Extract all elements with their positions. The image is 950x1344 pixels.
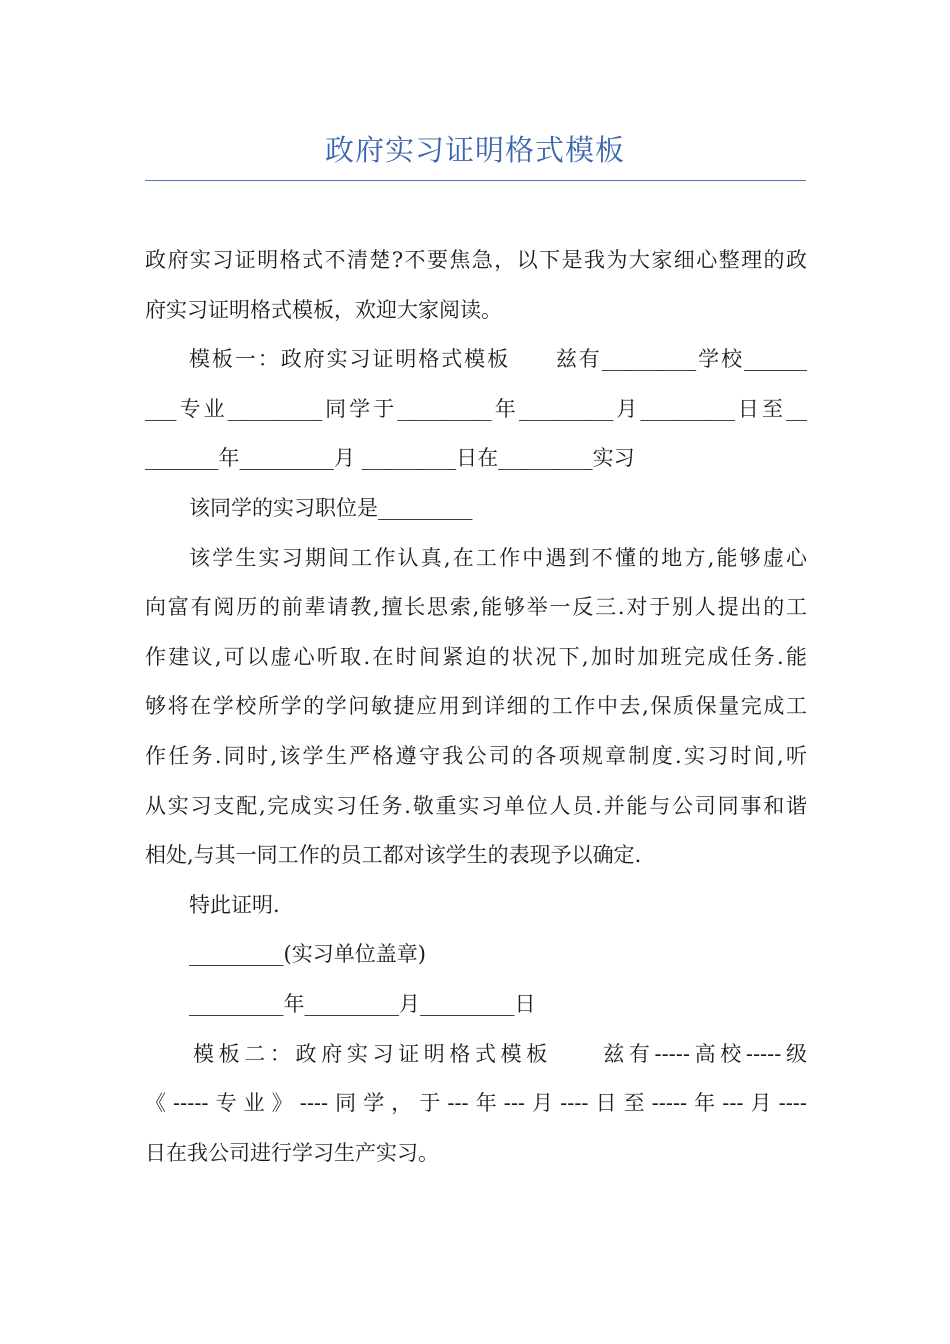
evaluation-line-2: 向富有阅历的前辈请教,擅长思索,能够举一反三.对于别人提出的工	[145, 595, 807, 620]
evaluation-line-4: 够将在学校所学的学问敏捷应用到详细的工作中去,保质保量完成工	[145, 694, 807, 719]
certification-line: 特此证明.	[189, 892, 280, 917]
document-title: 政府实习证明格式模板	[324, 133, 625, 167]
evaluation-line-5: 作任务.同时,该学生严格遵守我公司的各项规章制度.实习时间,听	[145, 743, 807, 768]
template-two-line-2: 《-----专业》----同学，于---年---月----日至-----年---月----	[145, 1091, 807, 1116]
template-one-line-1: 模板一：政府实习证明格式模板 兹有_________学校______	[189, 347, 807, 372]
intro-line-2: 府实习证明格式模板，欢迎大家阅读。	[145, 297, 502, 322]
template-two-line-1: 模板二：政府实习证明格式模板 兹有-----高校-----级	[193, 1041, 807, 1066]
evaluation-line-6: 从实习支配,完成实习任务.敬重实习单位人员.并能与公司同事和谐	[145, 793, 807, 818]
template-one-line-3: _______年_________月 _________日在_________实习	[145, 446, 635, 471]
document-body	[145, 236, 807, 1178]
date-line: _________年_________月_________日	[189, 991, 536, 1016]
position-line: 该同学的实习职位是_________	[189, 495, 473, 520]
evaluation-line-3: 作建议,可以虚心听取.在时间紧迫的状况下,加时加班完成任务.能	[145, 644, 807, 669]
seal-line: _________(实习单位盖章)	[189, 942, 426, 967]
evaluation-line-1: 该学生实习期间工作认真,在工作中遇到不懂的地方,能够虚心	[189, 545, 807, 570]
template-one-line-2: ___专业_________同学于_________年_________月_________日至__	[145, 396, 807, 421]
evaluation-line-7: 相处,与其一同工作的员工都对该学生的表现予以确定.	[145, 843, 642, 868]
template-two-line-3: 日在我公司进行学习生产实习。	[145, 1140, 439, 1165]
intro-line-1: 政府实习证明格式不清楚?不要焦急，以下是我为大家细心整理的政	[145, 248, 807, 272]
title-underline	[145, 180, 806, 181]
